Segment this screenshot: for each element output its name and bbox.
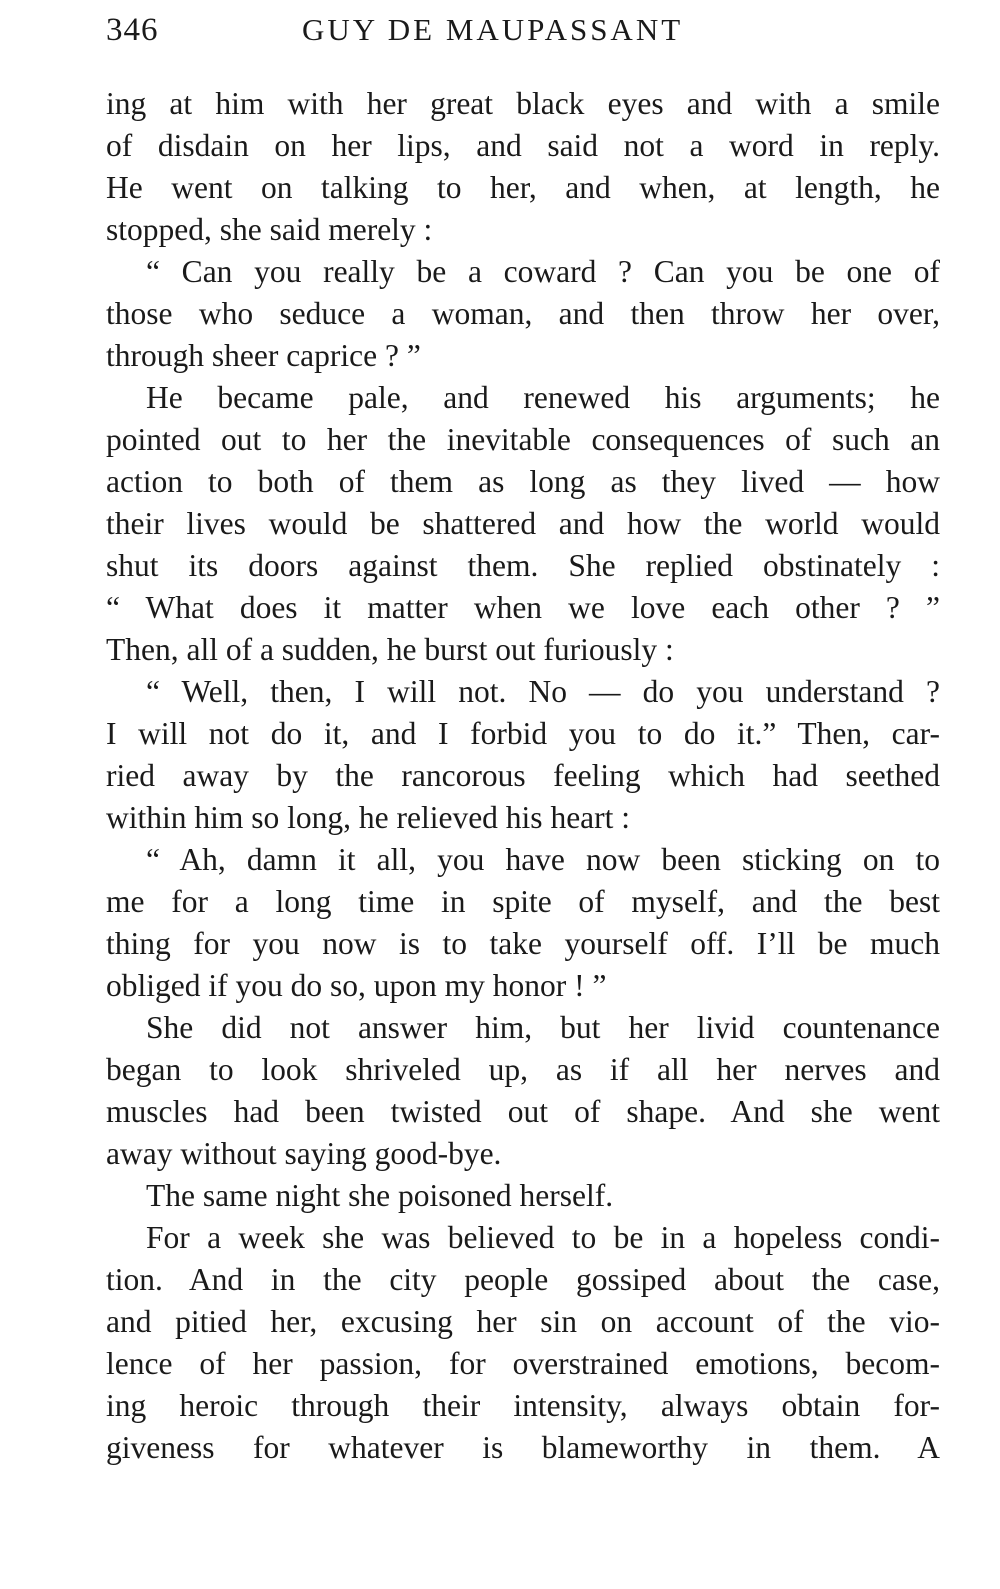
page-number: 346 xyxy=(106,12,159,48)
text-line: Then, all of a sudden, he burst out furiously : xyxy=(106,632,674,667)
text-line: “ What does it matter when we love each other ? ” xyxy=(106,590,940,625)
text-line: ing heroic through their intensity, always obtain for- xyxy=(106,1388,940,1423)
text-line: those who seduce a woman, and then throw her over, xyxy=(106,296,940,331)
text-line: ried away by the rancorous feeling which had seethed xyxy=(106,758,940,793)
running-title: GUY DE MAUPASSANT xyxy=(302,12,684,47)
text-line: stopped, she said merely : xyxy=(106,212,433,247)
text-line: within him so long, he relieved his heart : xyxy=(106,800,631,835)
text-line: lence of her passion, for overstrained emotions, becom- xyxy=(106,1346,940,1381)
text-line: “ Ah, damn it all, you have now been sticking on to xyxy=(146,842,940,877)
text-line: For a week she was believed to be in a hopeless condi- xyxy=(146,1220,940,1255)
text-line: thing for you now is to take yourself off. I’ll be much xyxy=(106,926,940,961)
text-line: of disdain on her lips, and said not a word in reply. xyxy=(106,128,940,163)
text-line: through sheer caprice ? ” xyxy=(106,338,421,373)
text-line: He became pale, and renewed his arguments; he xyxy=(146,380,940,415)
text-line: I will not do it, and I forbid you to do it.” Then, car- xyxy=(106,716,940,751)
text-line: ing at him with her great black eyes and with a smile xyxy=(106,86,940,121)
text-line: tion. And in the city people gossiped about the case, xyxy=(106,1262,940,1297)
text-line: muscles had been twisted out of shape. And she went xyxy=(106,1094,940,1129)
text-line: shut its doors against them. She replied obstinately : xyxy=(106,548,940,583)
text-line: began to look shriveled up, as if all her nerves and xyxy=(106,1052,940,1087)
text-line: “ Can you really be a coward ? Can you be one of xyxy=(146,254,940,289)
text-line: He went on talking to her, and when, at length, he xyxy=(106,170,940,205)
text-line: “ Well, then, I will not. No — do you understand ? xyxy=(146,674,940,709)
text-line: me for a long time in spite of myself, and the best xyxy=(106,884,940,919)
running-head xyxy=(106,12,940,60)
text-line: and pitied her, excusing her sin on account of the vio- xyxy=(106,1304,940,1339)
text-line: pointed out to her the inevitable consequences of such an xyxy=(106,422,940,457)
text-line: obliged if you do so, upon my honor ! ” xyxy=(106,968,607,1003)
text-line: The same night she poisoned herself. xyxy=(146,1178,614,1213)
text-line: action to both of them as long as they lived — how xyxy=(106,464,940,499)
text-line: She did not answer him, but her livid countenance xyxy=(146,1010,940,1045)
text-line: giveness for whatever is blameworthy in them. A xyxy=(106,1430,940,1465)
text-line: their lives would be shattered and how the world would xyxy=(106,506,940,541)
body-text xyxy=(106,83,940,1469)
text-line: away without saying good-bye. xyxy=(106,1136,502,1171)
